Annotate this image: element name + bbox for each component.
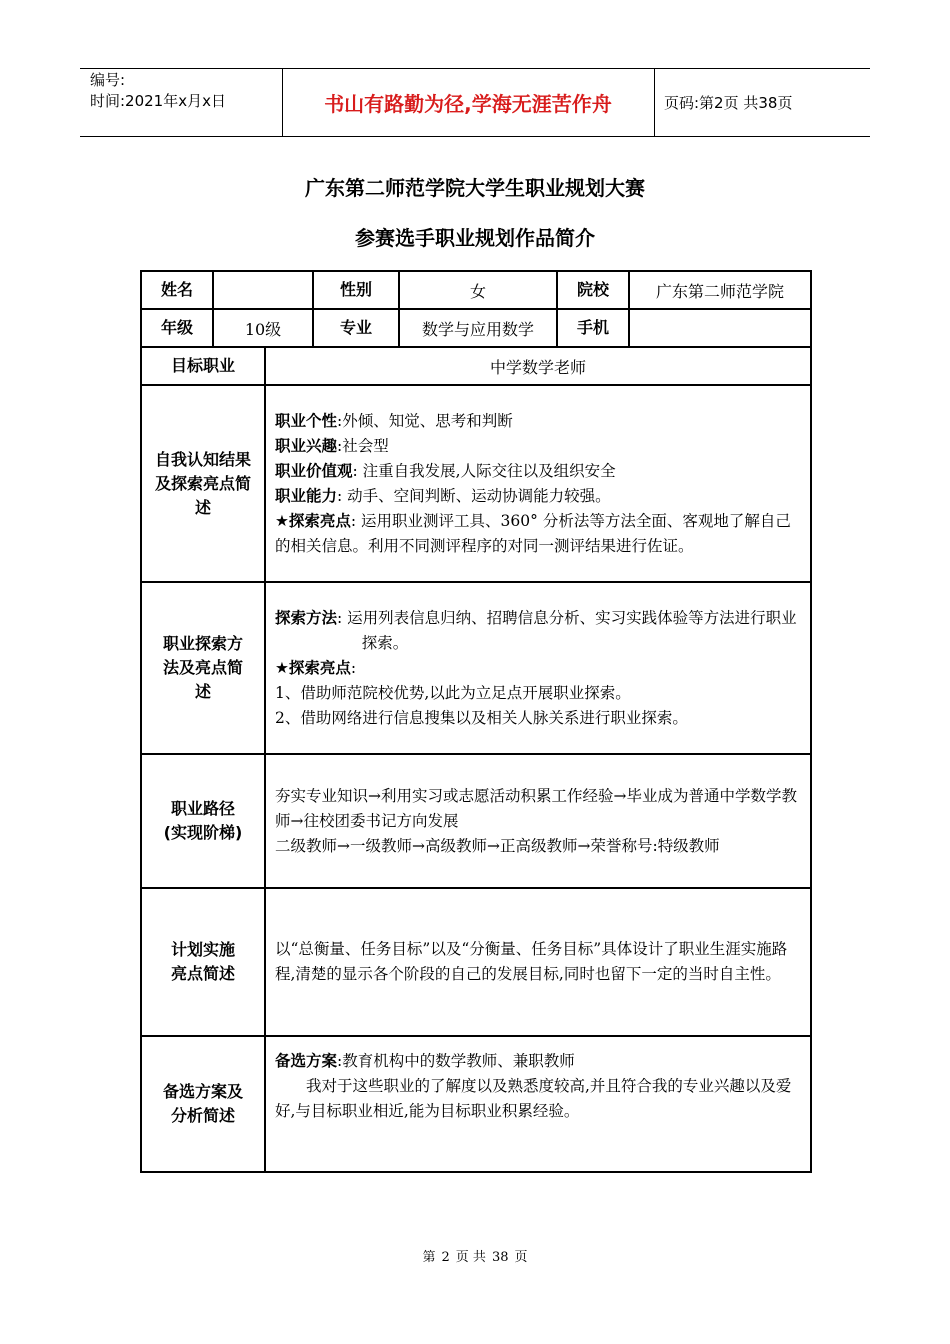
- school-value: 广东第二师范学院: [629, 271, 811, 309]
- path-label: 职业路径(实现阶梯): [141, 754, 265, 888]
- self-highlight-key: ★探索亮点: [275, 511, 351, 530]
- explore-label: 职业探索方法及亮点简述: [141, 582, 265, 754]
- backup-content: [265, 1036, 811, 1172]
- explore-highlight-colon: :: [350, 658, 357, 677]
- explore-item-1: 1、借助师范院校优势,以此为立足点开展职业探索。: [275, 683, 631, 702]
- phone-value: [629, 309, 811, 347]
- page-subtitle: 参赛选手职业规划作品简介: [355, 226, 595, 250]
- backup-analysis: 我对于这些职业的了解度以及熟悉度较高,并且符合我的专业兴趣以及爱好,与目标职业相近,能为目标职业积累经验。: [275, 1077, 792, 1120]
- explore-item-2: 2、借助网络进行信息搜集以及相关人脉关系进行职业探索。: [275, 708, 688, 727]
- plan-text: 以“总衡量、任务目标”以及“分衡量、任务目标”具体设计了职业生涯实施路程,清楚的显示各个阶段的自己的发展目标,同时也留下一定的当时自主性。: [275, 940, 788, 983]
- backup-label: 备选方案及分析简述: [141, 1036, 265, 1172]
- method-key: 探索方法: [275, 608, 338, 627]
- row-explore: [141, 582, 811, 754]
- doc-time-label: 时间:2021年x月x日: [90, 92, 226, 110]
- profile-table: [140, 270, 812, 1173]
- ability-value: : 动手、空间判断、运动协调能力较强。: [337, 486, 611, 505]
- phone-label: 手机: [557, 309, 629, 347]
- page-title: 广东第二师范学院大学生职业规划大赛: [305, 176, 645, 200]
- header-meta: [90, 70, 226, 112]
- path-line-1: 夯实专业知识→利用实习或志愿活动积累工作经验→毕业成为普通中学数学教师→往校团委书记方向发展: [275, 786, 797, 830]
- personality-value: :外倾、知觉、思考和判断: [337, 411, 513, 430]
- footer-page: 2: [441, 1250, 450, 1265]
- name-value: [213, 271, 313, 309]
- school-label: 院校: [557, 271, 629, 309]
- target-label: 目标职业: [141, 347, 265, 385]
- self-highlight-value: : 运用职业测评工具、360° 分析法等方法全面、客观地了解自己的相关信息。利用不同测评程序的对同一测评结果进行佐证。: [275, 511, 791, 555]
- row-plan: [141, 888, 811, 1036]
- row-self: [141, 385, 811, 582]
- values-key: 职业价值观: [275, 461, 353, 480]
- major-label: 专业: [313, 309, 399, 347]
- plan-content: [265, 888, 811, 1036]
- page-footer: [0, 1246, 950, 1265]
- plan-label: 计划实施亮点简述: [141, 888, 265, 1036]
- interest-value: :社会型: [337, 436, 389, 455]
- target-value: 中学数学老师: [265, 347, 811, 385]
- path-line-2: 二级教师→一级教师→高级教师→正高级教师→荣誉称号:特级教师: [275, 836, 720, 855]
- self-label: 自我认知结果及探索亮点简述: [141, 385, 265, 582]
- header-divider-right: [654, 68, 655, 136]
- major-value: 数学与应用数学: [399, 309, 557, 347]
- gender-value: 女: [399, 271, 557, 309]
- header-page-number: [664, 68, 792, 136]
- backup-key: 备选方案: [275, 1052, 338, 1070]
- name-label: 姓名: [141, 271, 213, 309]
- row-target: [141, 347, 811, 385]
- row-basic-1: [141, 271, 811, 309]
- header-motto: 书山有路勤为径,学海无涯苦作舟: [324, 91, 612, 116]
- footer-prefix: 第: [422, 1250, 436, 1265]
- gender-label: 性别: [313, 271, 399, 309]
- interest-key: 职业兴趣: [275, 436, 338, 455]
- header-bottom-rule: [80, 136, 870, 137]
- grade-label: 年级: [141, 309, 213, 347]
- grade-value: 10级: [213, 309, 313, 347]
- row-path: [141, 754, 811, 888]
- method-value: : 运用列表信息归纳、招聘信息分析、实习实践体验等方法进行职业探索。: [337, 608, 797, 652]
- values-value: : 注重自我发展,人际交往以及组织安全: [352, 461, 616, 480]
- path-content: [265, 754, 811, 888]
- row-basic-2: [141, 309, 811, 347]
- backup-value: :教育机构中的数学教师、兼职教师: [337, 1052, 575, 1070]
- personality-key: 职业个性: [275, 411, 338, 430]
- row-backup: [141, 1036, 811, 1172]
- header-page-label: 页码:第2页 共38页: [664, 93, 793, 112]
- footer-total: 38: [491, 1250, 509, 1265]
- explore-highlight-key: ★探索亮点: [275, 658, 351, 677]
- explore-content: [265, 582, 811, 754]
- self-content: [265, 385, 811, 582]
- doc-number-label: 编号:: [90, 71, 126, 89]
- ability-key: 职业能力: [275, 486, 338, 505]
- footer-suffix: 页: [514, 1250, 528, 1265]
- footer-mid: 页 共: [455, 1250, 486, 1265]
